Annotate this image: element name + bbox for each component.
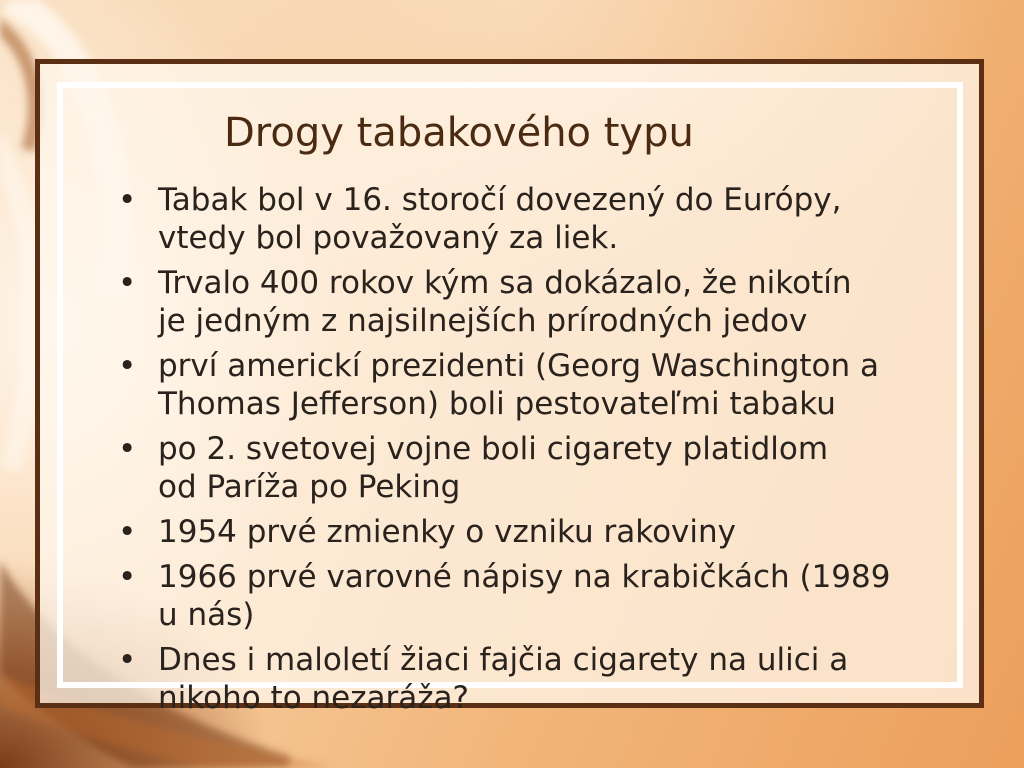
- bullet-line: Tabak bol v 16. storočí dovezený do Európy,: [158, 182, 842, 218]
- slide-title: Drogy tabakového typu: [224, 110, 694, 156]
- bullet-marker: •: [118, 431, 137, 467]
- bullet-item: [0, 513, 1024, 551]
- bullet-item: [0, 558, 1024, 634]
- bullet-marker: •: [118, 265, 137, 301]
- bullet-item: [0, 347, 1024, 423]
- bullet-line: po 2. svetovej vojne boli cigarety platidlom: [158, 431, 829, 467]
- bullet-item: [0, 430, 1024, 506]
- swirl-arc: [0, 20, 35, 150]
- bullet-line: Thomas Jefferson) boli pestovateľmi tabaku: [158, 386, 836, 422]
- bullet-item: [0, 264, 1024, 340]
- bullet-marker: •: [118, 348, 137, 384]
- bullet-line: 1966 prvé varovné nápisy na krabičkách (1989: [158, 559, 891, 595]
- bullet-line: prví americkí prezidenti (Georg Waschington a: [158, 348, 879, 384]
- bullet-line: 1954 prvé zmienky o vzniku rakoviny: [158, 514, 736, 550]
- bullet-marker: •: [118, 642, 137, 678]
- bullet-line: nikoho to nezaráža?: [158, 680, 469, 716]
- bullet-marker: •: [118, 514, 137, 550]
- bullet-line: od Paríža po Peking: [158, 469, 461, 505]
- bullet-item: [0, 641, 1024, 717]
- bullet-line: Trvalo 400 rokov kým sa dokázalo, že nikotín: [158, 265, 852, 301]
- bullet-marker: •: [118, 559, 137, 595]
- bullet-line: Dnes i maloletí žiaci fajčia cigarety na ulici a: [158, 642, 849, 678]
- bullet-line: u nás): [158, 597, 255, 633]
- bullet-line: je jedným z najsilnejších prírodných jedov: [158, 303, 808, 339]
- bullet-marker: •: [118, 182, 137, 218]
- bullet-line: vtedy bol považovaný za liek.: [158, 220, 619, 256]
- bullet-item: [0, 181, 1024, 257]
- bullet-list: [0, 181, 1024, 724]
